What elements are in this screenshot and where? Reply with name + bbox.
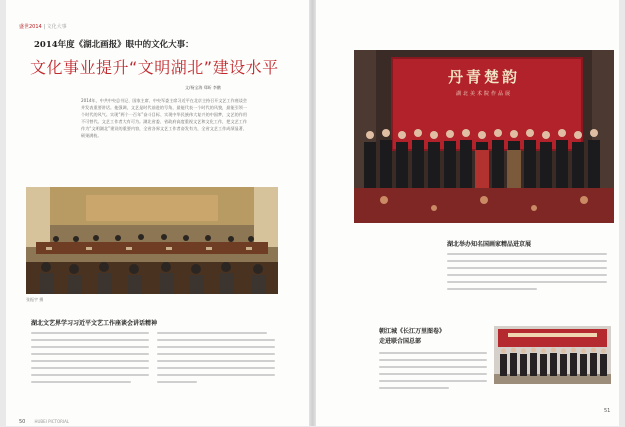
opera-text bbox=[379, 352, 487, 392]
opera-title-line-1: 朝江城《长江万里图卷》 bbox=[379, 328, 446, 335]
exhibit-text bbox=[447, 253, 607, 293]
left-footer bbox=[19, 408, 69, 427]
right-page bbox=[316, 0, 619, 426]
exhibition-photo bbox=[354, 50, 614, 223]
article-column-2 bbox=[157, 332, 275, 387]
meeting-photo bbox=[26, 187, 278, 294]
un-photo bbox=[494, 326, 611, 384]
article-column-1 bbox=[31, 332, 149, 387]
sub-headline: 2014年度《湖北画报》眼中的文化大事： bbox=[34, 40, 194, 50]
article-title: 湖北文艺界学习习近平文艺工作座谈会讲话精神 bbox=[31, 320, 158, 327]
section-tag-sub: 文化大事 bbox=[46, 24, 67, 30]
left-page-number: 50 bbox=[19, 419, 26, 425]
exhibit-title: 湖北举办知名国画家精品进京展 bbox=[447, 241, 532, 248]
intro-paragraph: 2014年，中共中央总书记、国家主席、中央军委主席习近平在北京主持召开文艺工作座谈会并发表重要讲话。他强调，文艺是时代前进的号角，最能代表一个时代的风貌，最能引领一个时代的风气。实现“两个一百年”奋斗目标、实现中华民族伟大复兴的中国梦，文艺的作用不可替代。文艺工作者大有可为。湖北省委、省政府高度重视文艺和文化工作，把文艺工作作为“文明湖北”建设的重要内容，全省各界文艺工作者奋发有为，全省文艺工作成绩显著、硕果满枝。 bbox=[81, 98, 247, 138]
meeting-photo-image bbox=[26, 187, 278, 294]
photo-credit: 张振宇 摄 bbox=[26, 297, 44, 302]
un-photo-image bbox=[494, 326, 611, 384]
section-tag: 盛世2014 | 文化大事 bbox=[19, 24, 67, 30]
left-page bbox=[6, 0, 309, 426]
page-gutter bbox=[309, 0, 316, 426]
opera-title-line-2: 走进联合国总部 bbox=[379, 338, 422, 345]
byline: 文/杨宝海 郑昕 李鹏 bbox=[185, 85, 221, 90]
headline: 文化事业提升“文明湖北”建设水平 bbox=[30, 58, 279, 77]
section-tag-label: 盛世2014 bbox=[19, 24, 42, 30]
banner-subtitle: 湖北美术院作品展 bbox=[455, 91, 512, 97]
banner-title: 丹青楚韵 bbox=[447, 68, 520, 86]
publication-name: HUBEI PICTORIAL bbox=[34, 419, 70, 424]
right-page-number: 51 bbox=[604, 408, 611, 414]
